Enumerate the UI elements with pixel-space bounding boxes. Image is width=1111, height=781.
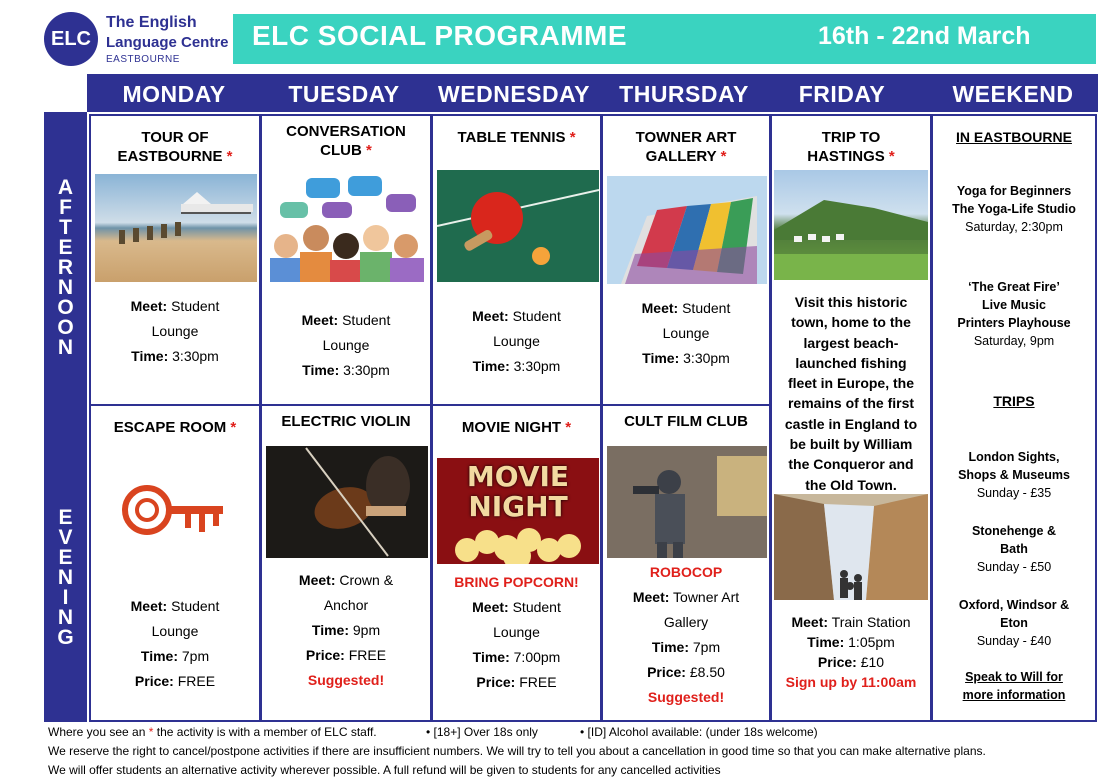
- footer-line-3: We will offer students an alternative activity wherever possible. A full refund will be given to students for any cancelled activities: [48, 763, 721, 777]
- activity-details: Meet: Train Station Time: 1:05pm Price: £10 Sign up by 11:00am: [785, 614, 917, 690]
- key-icon: [119, 480, 229, 540]
- activity-details: Meet: Student Lounge Time: 7pm Price: FREE: [130, 598, 220, 689]
- cell-monday-afternoon: [89, 114, 261, 406]
- weekend-event-great-fire: ‘The Great Fire’ Live Music Printers Playhouse Saturday, 9pm: [957, 280, 1071, 348]
- cell-weekend: [931, 114, 1097, 722]
- cell-tuesday-afternoon: [260, 114, 432, 406]
- towner-gallery-image: [607, 176, 767, 284]
- activity-title: ESCAPE ROOM *: [113, 419, 237, 436]
- day-monday: MONDAY: [122, 80, 226, 107]
- date-range: 16th - 22nd March: [818, 22, 1031, 50]
- day-friday: FRIDAY: [798, 80, 886, 107]
- table-tennis-image: [437, 170, 599, 282]
- trip-london: London Sights, Shops & Museums Sunday - £35: [958, 450, 1070, 500]
- footer-line-1: Where you see an * the activity is with a member of ELC staff.: [48, 725, 377, 739]
- trip-oxford: Oxford, Windsor & Eton Sunday - £40: [958, 598, 1070, 648]
- activity-title: TOUR OF EASTBOURNE *: [117, 129, 233, 165]
- cell-wednesday-evening: [431, 404, 602, 722]
- logo-initials: ELC: [51, 27, 91, 50]
- robocop-image: [607, 446, 767, 558]
- afternoon-label: A F T E R N O O N: [57, 176, 74, 359]
- activity-title: ELECTRIC VIOLIN: [281, 413, 411, 430]
- activity-title: CONVERSATION CLUB *: [286, 123, 406, 159]
- activity-details: Meet: Student Lounge Time: 3:30pm: [130, 298, 220, 364]
- eastbourne-pier-image: [95, 174, 257, 282]
- activity-details: Meet: Student Lounge Time: 3:30pm: [641, 300, 731, 366]
- cell-tuesday-evening: [260, 404, 432, 722]
- activity-details: Meet: Student Lounge Time: 3:30pm: [301, 312, 391, 378]
- activity-details: ROBOCOP Meet: Towner Art Gallery Time: 7pm Price: £8.50 Suggested!: [632, 564, 740, 705]
- day-thursday: THURSDAY: [619, 80, 749, 107]
- day-weekend: WEEKEND: [952, 80, 1074, 107]
- day-tuesday: TUESDAY: [288, 80, 400, 107]
- logo-line1: The English: [106, 14, 197, 31]
- cell-thursday-evening: [601, 404, 771, 722]
- cell-thursday-afternoon: [601, 114, 771, 406]
- movie-night-logo-text: MOVIE NIGHT: [466, 460, 570, 523]
- footer-line-2: We reserve the right to cancel/postpone activities if there are insufficient numbers. We will try to tell you about a cancellation in good time so that you can make alternative plans.: [48, 744, 986, 758]
- evening-label: E V E N I N G: [57, 506, 74, 649]
- activity-title: TABLE TENNIS *: [457, 129, 576, 146]
- conversation-club-image: [266, 172, 428, 282]
- day-wednesday: WEDNESDAY: [438, 80, 590, 107]
- hastings-image: [774, 170, 928, 280]
- page-title: ELC SOCIAL PROGRAMME: [252, 20, 628, 51]
- cell-friday: [770, 114, 932, 722]
- movie-night-image: [437, 458, 599, 564]
- activity-details: Meet: Student Lounge Time: 3:30pm: [472, 308, 561, 374]
- activity-details: Meet: Crown & Anchor Time: 9pm Price: FREE Suggested!: [298, 572, 394, 688]
- cell-wednesday-afternoon: [431, 114, 602, 406]
- activity-title: MOVIE NIGHT *: [461, 419, 572, 436]
- logo-line3: EASTBOURNE: [106, 54, 180, 65]
- activity-title: TRIP TO HASTINGS *: [807, 129, 895, 165]
- speak-to-will-note: Speak to Will for more information: [962, 670, 1066, 702]
- weekend-heading-trips: TRIPS: [993, 393, 1035, 409]
- cell-monday-evening: [89, 404, 261, 722]
- hastings-old-town-image: [774, 494, 928, 600]
- footer-alcohol: • [ID] Alcohol available: (under 18s welcome): [580, 725, 818, 739]
- activity-title: TOWNER ART GALLERY *: [635, 129, 737, 165]
- logo-line2: Language Centre: [106, 34, 229, 51]
- elc-logo: [44, 12, 98, 66]
- weekend-event-yoga: Yoga for Beginners The Yoga-Life Studio Saturday, 2:30pm: [952, 184, 1076, 234]
- weekend-heading-eastbourne: IN EASTBOURNE: [956, 129, 1072, 145]
- violin-image: [266, 446, 428, 558]
- activity-details: BRING POPCORN! Meet: Student Lounge Time: 7:00pm Price: FREE: [454, 574, 579, 690]
- footer-18plus: • [18+] Over 18s only: [426, 725, 538, 739]
- trip-stonehenge: Stonehenge & Bath Sunday - £50: [971, 524, 1057, 574]
- activity-title: CULT FILM CLUB: [624, 413, 748, 430]
- trip-description: Visit this historic town, home to the largest beach- launched fishing fleet in Europe, the remains of the first castle in England to be built by William the Conqueror and the Old Town.: [784, 294, 918, 493]
